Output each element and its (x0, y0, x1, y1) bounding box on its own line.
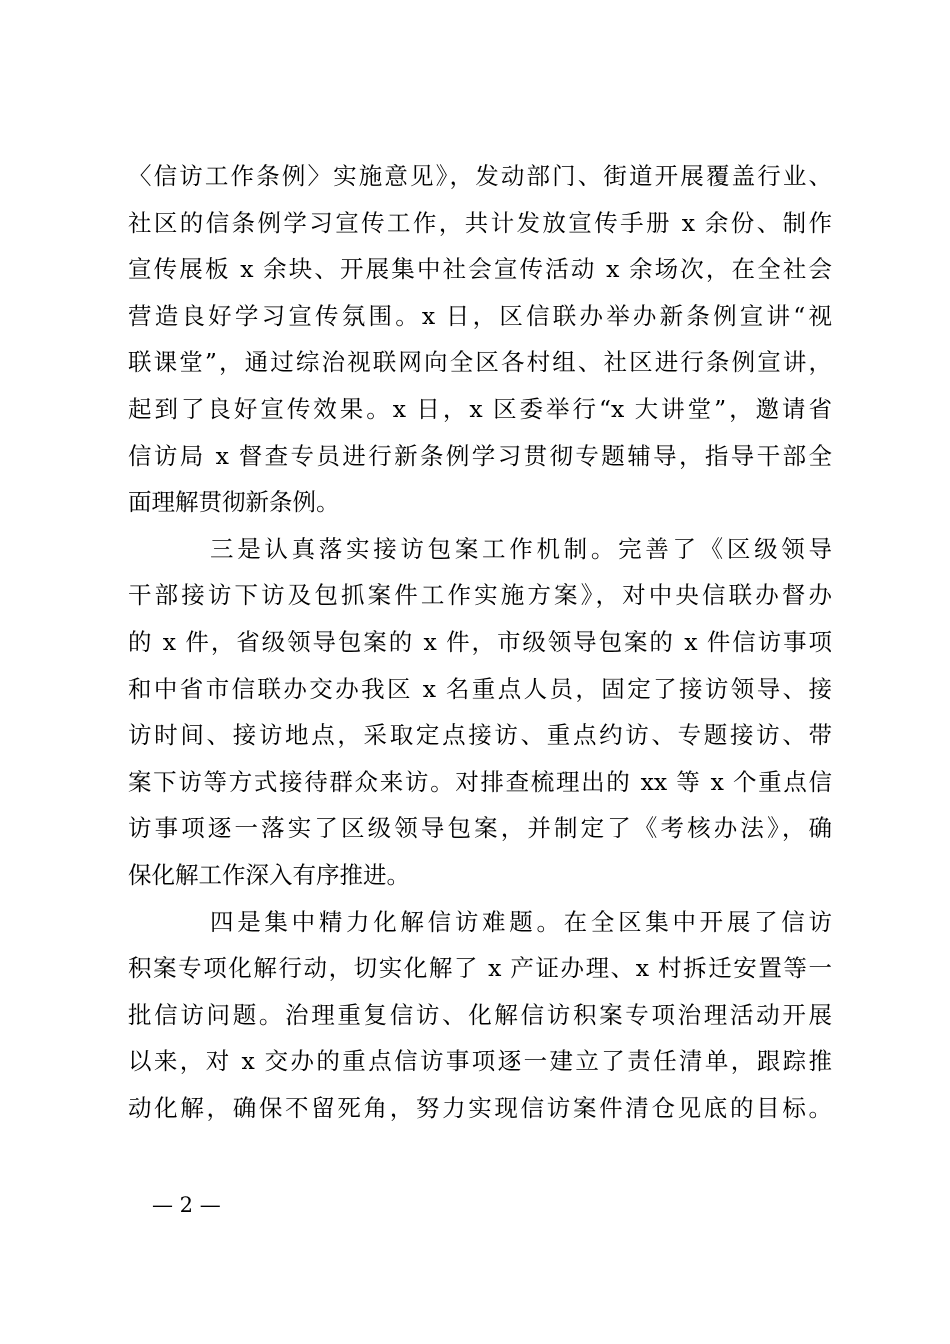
text-line: 批信访问题。治理重复信访、化解信访积案专项治理活动开展 (128, 1000, 832, 1029)
text-line: 以来，对 x 交办的重点信访事项逐一建立了责任清单，跟踪推 (128, 1047, 832, 1076)
text-line: 信访局 x 督查专员进行新条例学习贯彻专题辅导，指导干部全 (128, 441, 832, 470)
text-line: 四是集中精力化解信访难题。在全区集中开展了信访 (210, 907, 832, 936)
text-line: 访事项逐一落实了区级领导包案，并制定了《考核办法》，确 (128, 814, 832, 843)
text-line: 保化解工作深入有序推进。 (128, 860, 410, 889)
text-line: 面理解贯彻新条例。 (128, 488, 340, 517)
text-line: 社区的信条例学习宣传工作，共计发放宣传手册 x 余份、制作 (128, 208, 832, 237)
text-line: 干部接访下访及包抓案件工作实施方案》，对中央信联办督办 (128, 581, 832, 610)
text-line: 和中省市信联办交办我区 x 名重点人员，固定了接访领导、接 (128, 674, 832, 703)
text-line: 〈信访工作条例〉实施意见》，发动部门、街道开展覆盖行业、 (128, 162, 832, 190)
document-body (128, 153, 832, 1131)
paragraph-1 (128, 153, 832, 526)
text-line: 访时间、接访地点，采取定点接访、重点约访、专题接访、带 (128, 721, 832, 750)
text-line: 案下访等方式接待群众来访。对排查梳理出的 xx 等 x 个重点信 (128, 767, 832, 796)
text-line: 的 x 件，省级领导包案的 x 件，市级领导包案的 x 件信访事项 (128, 627, 832, 656)
text-line: 起到了良好宣传效果。x 日，x 区委举行“x 大讲堂”，邀请省 (128, 394, 832, 423)
text-line: 动化解，确保不留死角，努力实现信访案件清仓见底的目标。 (128, 1093, 832, 1122)
text-line: 三是认真落实接访包案工作机制。完善了《区级领导 (210, 534, 832, 563)
text-line: 联课堂”，通过综治视联网向全区各村组、社区进行条例宣讲， (128, 348, 832, 377)
paragraph-2 (128, 526, 832, 899)
text-line: 宣传展板 x 余块、开展集中社会宣传活动 x 余场次，在全社会 (128, 255, 832, 284)
text-line: 营造良好学习宣传氛围。x 日，区信联办举办新条例宣讲“视 (128, 301, 832, 330)
paragraph-3 (128, 899, 832, 1132)
page-number: — 2 — (152, 1193, 221, 1217)
text-line: 积案专项化解行动，切实化解了 x 产证办理、x 村拆迁安置等一 (128, 954, 832, 983)
